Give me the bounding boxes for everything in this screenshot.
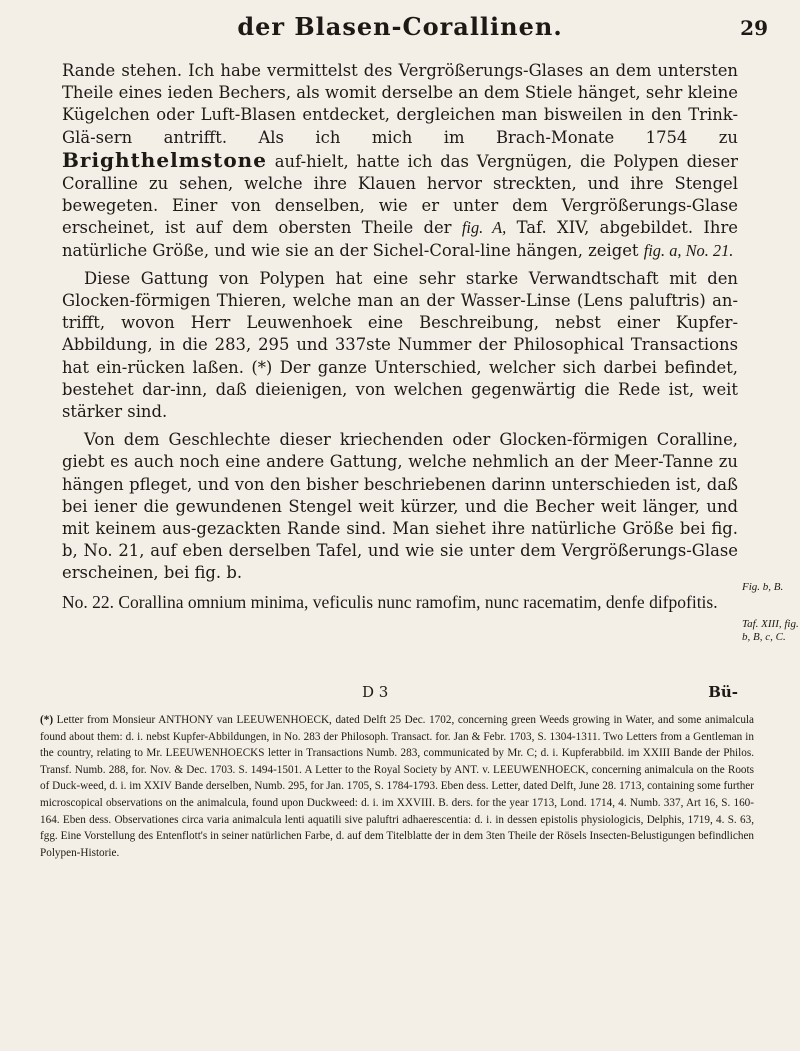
paragraph-2: Diese Gattung von Polypen hat eine sehr starke Verwandtschaft mit den Glocken-förmigen Thieren, welche man an der Wasser-Linse (Lens paluftris) an-trifft, wovon Herr Leuwenhoek eine Beschreibung, nebst einer Kupfer-Abbildung, in die 283, 295 und 337ste Nummer der Philosophical Transactions hat ein-rücken laßen. (*) Der ganze Unterschied, welcher sich darbei befindet, bestehet dar-inn, daß dieienigen, von welchen gegenwärtig die Rede ist, weit stärker sind.	[62, 268, 738, 422]
footnote-text: Letter from Monsieur ANTHONY van LEEUWENHOECK, dated Delft 25 Dec. 1702, concerning green Weeds growing in Water, and some animalcula found about them: d. i. nebst Kupfer-Abbildungen, in No. 283 der Philosoph. Transact. for. Jan & Febr. 1703, S. 1304-1311. Two Letters from a Gentleman in the country, relating to Mr. LEEUWENHOECKS letter in Transactions Numb. 283, communicated by Mr. C; d. i. Kupferabbild. im XXIII Bande der Philos. Transf. Numb. 288, for. Nov. & Dec. 1703. S. 1494-1501. A Letter to the Royal Society by ANT. v. LEEUWENHOECK, concerning animalcula on the Roots of Duck-weed, d. i. im XXIV Bande derselben, Numb. 295, for Jan. 1705, S. 1784-1793. Eben dess. Letter, dated Delft, June 28. 1713, containing some further microscopical observations on the animalcula, found upon Duckweed: d. i. im XXVIII. B. ders. for the year 1713, Lond. 1714, 4. Numb. 337, Art 16, S. 160-164. Eben dess. Observationes circa varia animalcula lenti aquatili sive paluftri adhaerescentia: d. i. in dessen epistolis physiologicis, Delphis, 1719, 4. S. 63, fgg. Eine Vorstellung des Entenflott's in seiner natürlichen Farbe, d. auf dem Titelblatte der in dem 3ten Theile der Rösels Insecten-Belustigungen befindlichen Polypen-Historie.	[40, 714, 754, 859]
paragraph-4-species-heading: No. 22. Corallina omnium minima, veficulis nunc ramofim, nunc racematim, denfe difpofitis.	[62, 591, 718, 612]
footnote	[40, 712, 754, 861]
paragraph-3: Von dem Geschlechte dieser kriechenden oder Glocken-förmigen Coralline, giebt es auch noch eine andere Gattung, welche nehmlich an der Meer-Tanne zu hängen pfleget, und von den bisher beschriebenen darinn unterschieden ist, daß bei iener die gewundenen Stengel weit kürzer, und die Becher weit länger, und mit keinem aus-gezackten Rande sind. Man siehet ihre natürliche Größe bei fig. b, No. 21, auf eben derselben Tafel, und wie sie unter dem Vergrößerungs-Glase erscheinen, bei fig. b.	[62, 430, 738, 583]
running-head: der Blasen-Corallinen.	[237, 12, 563, 41]
p1-text-a: Rande stehen. Ich habe vermittelst des Vergrößerungs-Glases an dem untersten Theile eines ieden Bechers, als womit derselbe an dem Stiele hänget, sehr kleine Kügelchen oder Luft-Blasen entdecket, dergleichen man bisweilen in den Trink-Glä-sern antrifft. Als ich mich im Brach-Monate 1754 zu	[62, 61, 738, 147]
page-number: 29	[740, 16, 768, 40]
paragraph-1	[62, 60, 738, 262]
p1-text-b: auf-hielt, hatte ich das Vergnügen, die Polypen dieser Coralline zu sehen, welche ihre Klauen hervor streckten, und ihre Stengel bewegeten. Einer von denselben, wie er unter dem Vergrößerungs-Glase erscheinet, ist auf dem obersten Theile der	[62, 151, 738, 238]
fig-ref-a-no21: fig. a, No. 21.	[643, 240, 734, 260]
signature-row	[62, 683, 738, 705]
p1-text-c: Taf. XIV, abgebildet. Ihre natürliche Größe, und wie sie an der Sichel-Coral-line hängen, zeiget	[62, 218, 738, 260]
page-header	[0, 12, 800, 42]
signature-mark: D 3	[362, 683, 389, 701]
fig-ref-a: fig. A,	[461, 218, 507, 238]
place-name: Brighthelmstone	[62, 147, 267, 172]
main-text	[62, 60, 738, 619]
footnote-mark: (*)	[40, 714, 54, 726]
catchword: Bü-	[708, 683, 738, 701]
margin-note-fig-b: Fig. b, B.	[742, 581, 784, 593]
margin-note-taf-xiii: Taf. XIII, fig. b, B, c, C.	[742, 618, 799, 643]
